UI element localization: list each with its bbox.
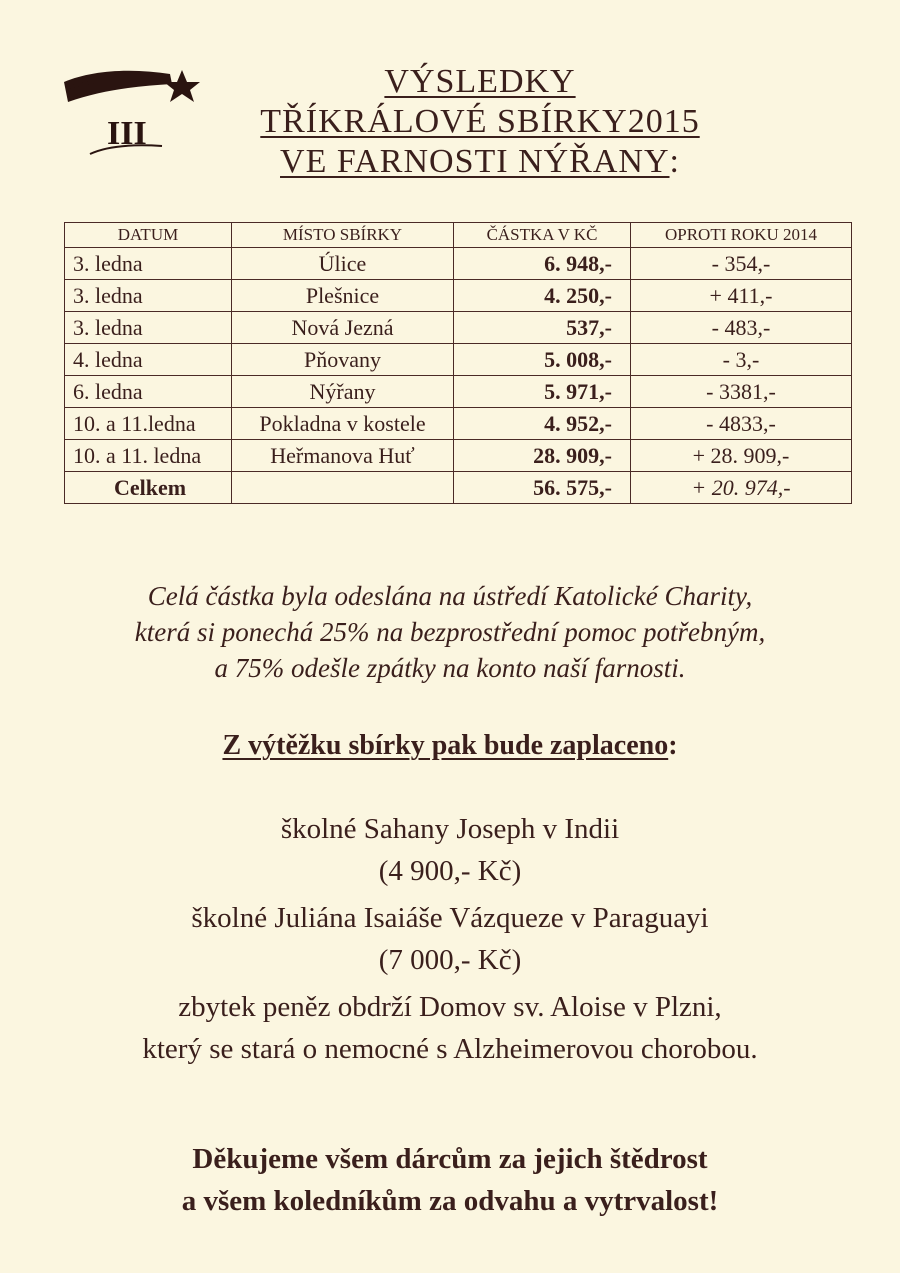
cell-diff: - 354,- — [631, 248, 852, 280]
cell-place: Pokladna v kostele — [232, 408, 454, 440]
table-row — [65, 248, 852, 280]
title-line-3-text: VE FARNOSTI NÝŘANY — [280, 143, 670, 180]
header-amount: ČÁSTKA V KČ — [454, 223, 631, 248]
cell-date: 10. a 11. ledna — [65, 440, 232, 472]
thanks-line-1: Děkujeme všem dárcům za jejich štědrost — [192, 1143, 708, 1175]
item-2-line-2: (7 000,- Kč) — [378, 944, 522, 976]
svg-text:III: III — [107, 115, 147, 152]
note-line-3: a 75% odešle zpátky na konto naší farnosti. — [214, 653, 686, 683]
cell-amount: 4. 952,- — [454, 408, 631, 440]
table-header-row — [65, 223, 852, 248]
table-row — [65, 344, 852, 376]
title-line-3-colon: : — [669, 143, 680, 180]
cell-amount: 5. 008,- — [454, 344, 631, 376]
cell-place: Plešnice — [232, 280, 454, 312]
note-line-1: Celá částka byla odeslána na ústředí Katolické Charity, — [147, 581, 753, 611]
cell-amount: 4. 250,- — [454, 280, 631, 312]
cell-date: 4. ledna — [65, 344, 232, 376]
cell-amount: 5. 971,- — [454, 376, 631, 408]
cell-place: Nýřany — [232, 376, 454, 408]
table-row — [65, 312, 852, 344]
proceeds-heading-text: Z výtěžku sbírky pak bude zaplaceno — [222, 730, 669, 761]
thanks-message — [60, 1138, 840, 1222]
cell-amount: 6. 948,- — [454, 248, 631, 280]
item-3-line-2: který se stará o nemocné s Alzheimerovou chorobou. — [142, 1033, 758, 1065]
cell-place: Heřmanova Huť — [232, 440, 454, 472]
cell-date: 3. ledna — [65, 280, 232, 312]
title-line-1: VÝSLEDKY — [384, 63, 576, 100]
proceeds-heading-colon: : — [668, 730, 678, 761]
cell-date: 3. ledna — [65, 312, 232, 344]
item-1-line-1: školné Sahany Joseph v Indii — [280, 813, 620, 845]
cell-diff: - 3381,- — [631, 376, 852, 408]
cell-total-label: Celkem — [65, 472, 232, 504]
cell-total-amount: 56. 575,- — [454, 472, 631, 504]
table-row — [65, 376, 852, 408]
item-1-line-2: (4 900,- Kč) — [378, 855, 522, 887]
cell-diff: - 4833,- — [631, 408, 852, 440]
cell-place: Nová Jezná — [232, 312, 454, 344]
cell-date: 3. ledna — [65, 248, 232, 280]
title-line-2: TŘÍKRÁLOVÉ SBÍRKY2015 — [260, 103, 700, 140]
cell-date: 6. ledna — [65, 376, 232, 408]
item-2-line-1: školné Juliána Isaiáše Vázqueze v Paraguayi — [191, 902, 709, 934]
proceeds-list — [60, 808, 840, 1070]
header-date: DATUM — [65, 223, 232, 248]
cell-total-place — [232, 472, 454, 504]
note-line-2: která si ponechá 25% na bezprostřední pomoc potřebným, — [134, 617, 766, 647]
cell-place: Pňovany — [232, 344, 454, 376]
title-block — [200, 62, 760, 182]
cell-total-diff: + 20. 974,- — [631, 472, 852, 504]
cell-date: 10. a 11.ledna — [65, 408, 232, 440]
header-diff: OPROTI ROKU 2014 — [631, 223, 852, 248]
proceeds-heading — [60, 730, 840, 762]
cell-place: Úlice — [232, 248, 454, 280]
header-place: MÍSTO SBÍRKY — [232, 223, 454, 248]
cell-diff: + 28. 909,- — [631, 440, 852, 472]
charity-note — [60, 578, 840, 686]
cell-amount: 537,- — [454, 312, 631, 344]
table-total-row — [65, 472, 852, 504]
three-kings-logo — [62, 62, 212, 162]
item-3-line-1: zbytek peněz obdrží Domov sv. Aloise v Plzni, — [178, 991, 722, 1023]
thanks-line-2: a všem koledníkům za odvahu a vytrvalost! — [181, 1185, 719, 1217]
title-line-3 — [200, 142, 760, 182]
table-row — [65, 280, 852, 312]
cell-amount: 28. 909,- — [454, 440, 631, 472]
table-row — [65, 408, 852, 440]
table-row — [65, 440, 852, 472]
star-comet-icon — [62, 62, 212, 162]
results-table — [64, 222, 852, 504]
cell-diff: - 3,- — [631, 344, 852, 376]
cell-diff: + 411,- — [631, 280, 852, 312]
cell-diff: - 483,- — [631, 312, 852, 344]
